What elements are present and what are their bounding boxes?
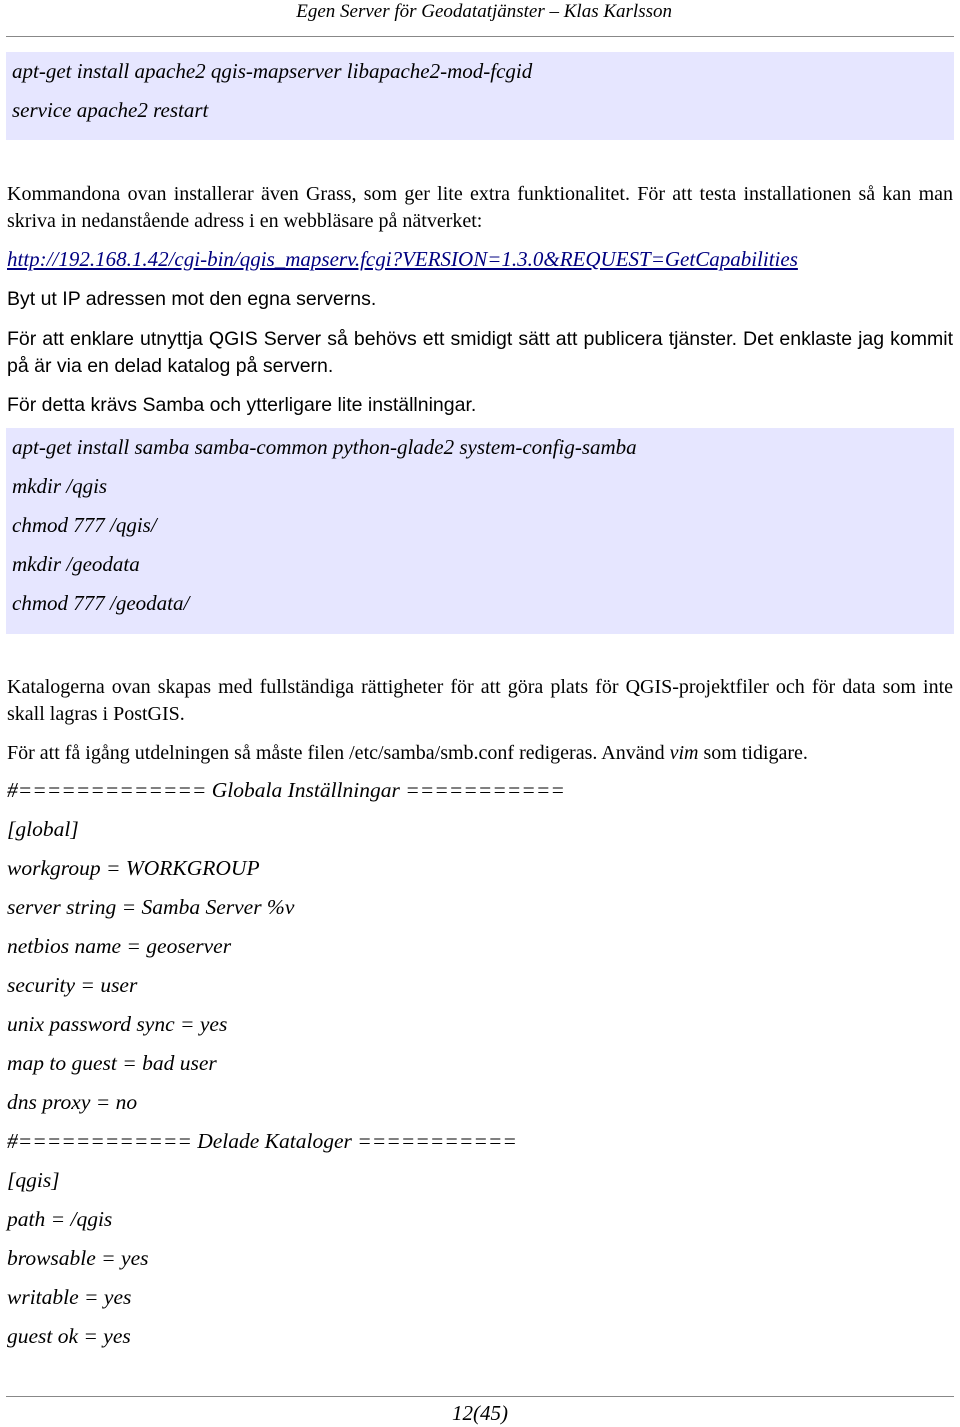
header-title: Egen Server för Geodatatjänster – Klas Karlsson [296, 1, 672, 22]
edit-text-before: För att få igång utdelningen så måste filen /etc/samba/smb.conf redigeras. Använd [7, 742, 670, 764]
page-number: 12(45) [452, 1401, 508, 1425]
code-line: mkdir /qgis [12, 474, 108, 498]
code-line: mkdir /geodata [12, 552, 140, 576]
conf-line: [qgis] [7, 1168, 60, 1192]
conf-line: map to guest = bad user [7, 1051, 217, 1075]
code-line: service apache2 restart [12, 98, 209, 122]
conf-line: server string = Samba Server %v [7, 895, 295, 919]
paragraph-edit-smbconf [7, 740, 953, 767]
code-line: chmod 777 /geodata/ [12, 591, 190, 615]
conf-line: dns proxy = no [7, 1090, 138, 1114]
conf-line: guest ok = yes [7, 1324, 131, 1348]
paragraph-catalogs: Katalogerna ovan skapas med fullständiga rättigheter för att göra plats för QGIS-projektfiler och för data som inte skall lagras i PostGIS. [7, 676, 953, 725]
footer-rule [6, 1396, 954, 1397]
conf-line: workgroup = WORKGROUP [7, 856, 260, 880]
code-block-apache [6, 52, 954, 140]
edit-text-after: som tidigare. [698, 742, 808, 764]
conf-line: security = user [7, 973, 138, 997]
conf-line: unix password sync = yes [7, 1012, 228, 1036]
conf-line: netbios name = geoserver [7, 934, 232, 958]
conf-line: browsable = yes [7, 1246, 149, 1270]
header-rule [6, 36, 954, 37]
page-header [0, 0, 946, 36]
code-line: apt-get install apache2 qgis-mapserver libapache2-mod-fcgid [12, 59, 533, 83]
conf-line: writable = yes [7, 1285, 132, 1309]
conf-line: [global] [7, 817, 79, 841]
paragraph-replace-ip: Byt ut IP adressen mot den egna serverns. [7, 288, 377, 310]
paragraph-simplify: För att enklare utnyttja QGIS Server så behövs ett smidigt sätt att publicera tjänster. Det enklaste jag kommit på är via en delad katalog på servern. [7, 328, 953, 377]
conf-line: #============ Delade Kataloger =========== [7, 1129, 517, 1153]
conf-line: path = /qgis [7, 1207, 113, 1231]
conf-line: #============= Globala Inställningar =========== [7, 778, 565, 802]
code-block-samba [6, 428, 954, 634]
getcapabilities-link[interactable]: http://192.168.1.42/cgi-bin/qgis_mapserv.fcgi?VERSION=1.3.0&REQUEST=GetCapabilities [7, 247, 798, 271]
code-line: apt-get install samba samba-common python-glade2 system-config-samba [12, 435, 637, 459]
code-line: chmod 777 /qgis/ [12, 513, 157, 537]
paragraph-commands: Kommandona ovan installerar även Grass, som ger lite extra funktionalitet. För att testa installationen så kan man skriva in nedanstående adress i en webbläsare på nätverket: [7, 183, 953, 232]
paragraph-requires: För detta krävs Samba och ytterligare lite inställningar. [7, 394, 477, 416]
edit-text-vim: vim [669, 742, 699, 764]
